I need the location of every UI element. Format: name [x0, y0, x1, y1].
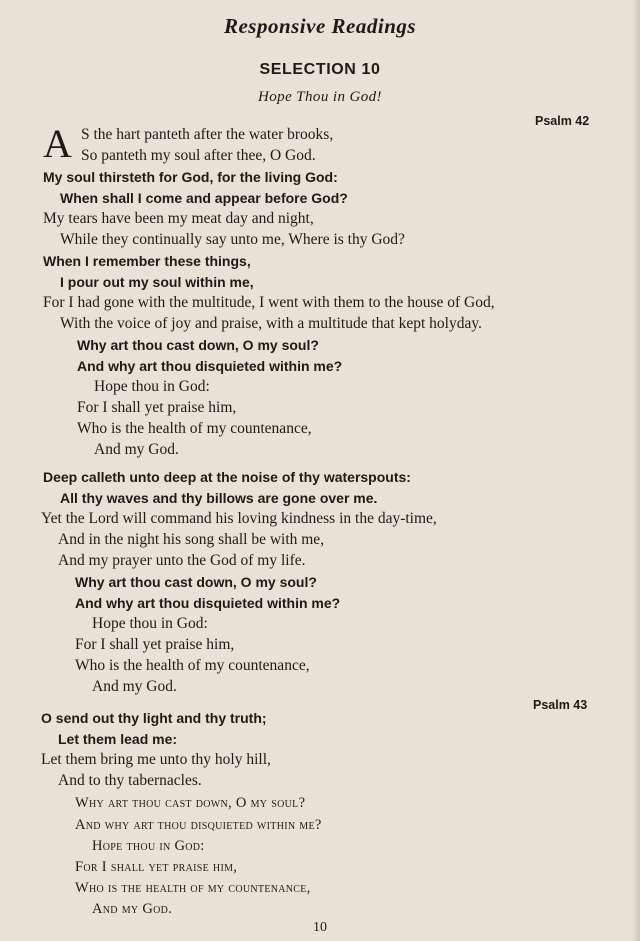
verse-line: S the hart panteth after the water brooks,: [81, 126, 334, 143]
verse-line: Hope thou in God:: [94, 378, 210, 395]
selection-number: SELECTION 10: [259, 61, 381, 78]
verse-line: While they continually say unto me, Where is thy God?: [60, 231, 405, 248]
verse-line: My soul thirsteth for God, for the living God:: [43, 169, 338, 185]
verse-line: Why art thou cast down, O my soul?: [75, 795, 306, 811]
verse-line: And in the night his song shall be with me,: [58, 531, 325, 548]
verse-line: My tears have been my meat day and night,: [43, 210, 314, 227]
selection-title: Hope Thou in God!: [258, 89, 382, 105]
verse-line: And my God.: [92, 901, 173, 917]
verse-line: And why art thou disquieted within me?: [77, 358, 343, 374]
psalm-43-reference: Psalm 43: [533, 698, 588, 712]
page-number: 10: [313, 920, 327, 935]
verse-line: And why art thou disquieted within me?: [75, 595, 341, 611]
verse-line: And my God.: [94, 441, 179, 458]
drop-cap: A: [43, 121, 72, 166]
verse-line: For I shall yet praise him,: [75, 859, 238, 875]
verse-line: Hope thou in God:: [92, 615, 208, 632]
verse-line: So panteth my soul after thee, O God.: [81, 147, 316, 164]
verse-line: Let them lead me:: [58, 731, 178, 747]
verse-line: And my God.: [92, 678, 177, 695]
verse-line: When I remember these things,: [43, 253, 251, 269]
verse-line: When shall I come and appear before God?: [60, 190, 348, 206]
verse-line: O send out thy light and thy truth;: [41, 710, 267, 726]
psalm-42-reference: Psalm 42: [535, 114, 590, 128]
running-head: Responsive Readings: [223, 14, 417, 38]
verse-line: Why art thou cast down, O my soul?: [75, 574, 317, 590]
verse-line: All thy waves and thy billows are gone over me.: [60, 490, 378, 506]
verse-line: Deep calleth unto deep at the noise of thy waterspouts:: [43, 469, 411, 485]
verse-line: And why art thou disquieted within me?: [75, 817, 322, 833]
verse-line: Hope thou in God:: [92, 838, 205, 854]
verse-line: I pour out my soul within me,: [60, 274, 254, 290]
verse-line: For I shall yet praise him,: [75, 636, 235, 653]
verse-line: Yet the Lord will command his loving kindness in the day-time,: [41, 510, 437, 527]
verse-line: And to thy tabernacles.: [58, 772, 202, 789]
verse-line: Who is the health of my countenance,: [77, 420, 312, 437]
verse-line: For I had gone with the multitude, I went with them to the house of God,: [43, 294, 495, 311]
verse-line: For I shall yet praise him,: [77, 399, 237, 416]
verse-line: With the voice of joy and praise, with a multitude that kept holyday.: [60, 315, 482, 332]
verse-line: And my prayer unto the God of my life.: [58, 552, 306, 569]
page-edge-shadow: [632, 0, 640, 941]
verse-line: Who is the health of my countenance,: [75, 880, 311, 896]
verse-line: Who is the health of my countenance,: [75, 657, 310, 674]
verse-line: Why art thou cast down, O my soul?: [77, 337, 319, 353]
verse-line: Let them bring me unto thy holy hill,: [41, 751, 271, 768]
